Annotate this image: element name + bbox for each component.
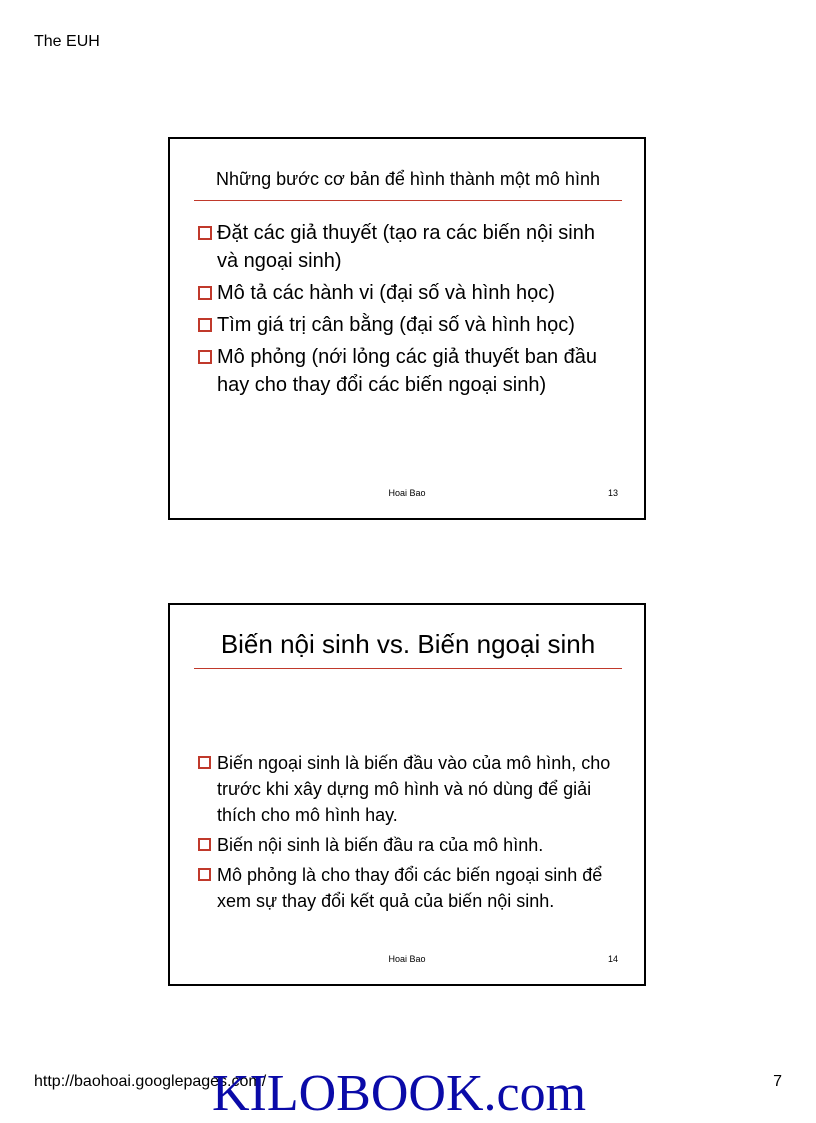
slide-number: 13: [607, 488, 618, 498]
page-number: 7: [773, 1073, 782, 1090]
document-header: The EUH: [34, 33, 100, 50]
slide-13: [168, 137, 646, 520]
footer-url[interactable]: http://baohoai.googlepages.com/: [34, 1073, 267, 1090]
checkbox-bullet-icon: [198, 286, 212, 300]
watermark: KILOBOOK.com: [212, 1065, 587, 1122]
checkbox-bullet-icon: [198, 350, 212, 364]
slide-14: [168, 603, 646, 986]
slide-number: 14: [607, 954, 618, 964]
list-item: Mô tả các hành vi (đại số và hình học): [198, 279, 620, 307]
list-item: Biến nội sinh là biến đầu ra của mô hình.: [198, 832, 620, 858]
bullet-list: [198, 750, 620, 918]
list-item: Đặt các giả thuyết (tạo ra các biến nội sinh và ngoại sinh): [198, 219, 620, 275]
list-item: Mô phỏng là cho thay đổi các biến ngoại sinh để xem sự thay đổi kết quả của biến nội sinh.: [198, 862, 620, 914]
list-item: Tìm giá trị cân bằng (đại số và hình học): [198, 311, 620, 339]
slide-author: Hoai Bao: [388, 954, 426, 964]
list-item: Biến ngoại sinh là biến đầu vào của mô hình, cho trước khi xây dựng mô hình và nó dùng để giải thích cho mô hình hay.: [198, 750, 620, 828]
list-item: Mô phỏng (nới lỏng các giả thuyết ban đầu hay cho thay đổi các biến ngoại sinh): [198, 343, 620, 399]
checkbox-bullet-icon: [198, 226, 212, 240]
checkbox-bullet-icon: [198, 318, 212, 332]
checkbox-bullet-icon: [198, 756, 211, 769]
bullet-list: [198, 219, 620, 403]
slide-author: Hoai Bao: [388, 488, 426, 498]
slide-title: Những bước cơ bản để hình thành một mô hình: [194, 169, 622, 201]
slide-title: Biến nội sinh vs. Biến ngoại sinh: [194, 629, 622, 669]
checkbox-bullet-icon: [198, 868, 211, 881]
checkbox-bullet-icon: [198, 838, 211, 851]
